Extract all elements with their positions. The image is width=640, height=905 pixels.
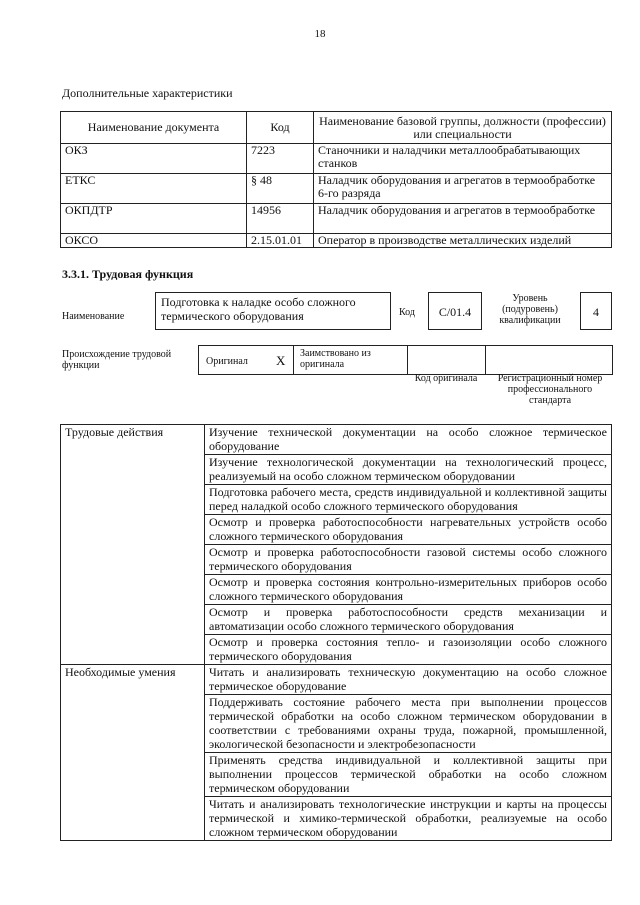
doc-cell: ЕТКС	[61, 174, 247, 204]
labor-action: Осмотр и проверка состояния тепло- и газоизоляции особо сложного термического оборудования	[205, 635, 612, 665]
page-number: 18	[314, 28, 326, 40]
code-cell: § 48	[247, 174, 314, 204]
code-label: Код	[399, 307, 415, 318]
doc-cell: ОКЗ	[61, 144, 247, 174]
divider	[407, 346, 408, 374]
additional-characteristics-table	[60, 111, 612, 248]
labor-action: Осмотр и проверка работоспособности нагревательных устройств особо сложного термического оборудования	[205, 515, 612, 545]
labor-function-title: 3.3.1. Трудовая функция	[62, 267, 194, 281]
table-row	[61, 204, 612, 234]
code-original-caption: Код оригинала	[414, 373, 478, 384]
table-row	[61, 174, 612, 204]
header-group-name: Наименование базовой группы, должности (профессии) или специальности	[314, 112, 612, 144]
divider	[293, 346, 294, 374]
additional-characteristics-title: Дополнительные характеристики	[62, 86, 233, 100]
function-name-box: Подготовка к наладке особо сложного термического оборудования	[155, 292, 391, 330]
list-item	[61, 425, 612, 455]
table-header-row	[61, 112, 612, 144]
code-cell: 2.15.01.01	[247, 234, 314, 248]
doc-cell: ОКСО	[61, 234, 247, 248]
original-mark: X	[276, 353, 286, 368]
code-cell: 7223	[247, 144, 314, 174]
labor-function-table	[60, 424, 612, 841]
skills-label: Необходимые умения	[61, 665, 205, 841]
group-cell: Наладчик оборудования и агрегатов в термообработке	[314, 204, 612, 234]
origin-row-box	[198, 345, 613, 375]
skill: Поддерживать состояние рабочего места при выполнении процессов термической обработки на особо сложном термическом оборудовании в соответствии с требованиями охраны труда, пожарной, промышленной, экологической безопасности и электробезопасности	[205, 695, 612, 753]
original-label: Оригинал	[206, 356, 248, 367]
function-code-box: С/01.4	[428, 292, 482, 330]
level-value-box: 4	[580, 292, 612, 330]
code-cell: 14956	[247, 204, 314, 234]
origin-label: Происхождение трудовой функции	[62, 349, 172, 371]
table-row	[61, 234, 612, 248]
borrowed-label: Заимствовано из оригинала	[300, 348, 371, 370]
group-cell: Оператор в производстве металлических изделий	[314, 234, 612, 248]
table-row	[61, 144, 612, 174]
labor-action: Осмотр и проверка работоспособности газовой системы особо сложного термического оборудования	[205, 545, 612, 575]
labor-action: Осмотр и проверка состояния контрольно-измерительных приборов особо сложного термического оборудования	[205, 575, 612, 605]
labor-action: Подготовка рабочего места, средств индивидуальной и коллективной защиты перед наладкой особо сложного термического оборудования	[205, 485, 612, 515]
doc-cell: ОКПДТР	[61, 204, 247, 234]
level-label: Уровень (подуровень) квалификации	[499, 293, 561, 326]
group-cell: Станочники и наладчики металлообрабатывающих станков	[314, 144, 612, 174]
reg-number-caption: Регистрационный номер профессионального стандарта	[497, 373, 603, 406]
divider	[485, 346, 486, 374]
labor-action: Изучение технологической документации на технологический процесс, реализуемый на особо сложном термическом оборудовании	[205, 455, 612, 485]
group-cell: Наладчик оборудования и агрегатов в термообработке 6-го разряда	[314, 174, 612, 204]
skill: Читать и анализировать техническую документацию на особо сложное термическое оборудование	[205, 665, 612, 695]
name-label: Наименование	[62, 311, 125, 322]
skill: Читать и анализировать технологические инструкции и карты на процессы термической и химико-термической обработки, реализуемые на особо сложном термическом оборудовании	[205, 797, 612, 841]
header-code: Код	[247, 112, 314, 144]
labor-actions-label: Трудовые действия	[61, 425, 205, 665]
labor-action: Изучение технической документации на особо сложное термическое оборудование	[205, 425, 612, 455]
list-item	[61, 665, 612, 695]
labor-action: Осмотр и проверка работоспособности средств механизации и автоматизации особо сложного термического оборудования	[205, 605, 612, 635]
header-doc-name: Наименование документа	[61, 112, 247, 144]
skill: Применять средства индивидуальной и коллективной защиты при выполнении процессов термической обработки на особо сложном термическом оборудовании	[205, 753, 612, 797]
